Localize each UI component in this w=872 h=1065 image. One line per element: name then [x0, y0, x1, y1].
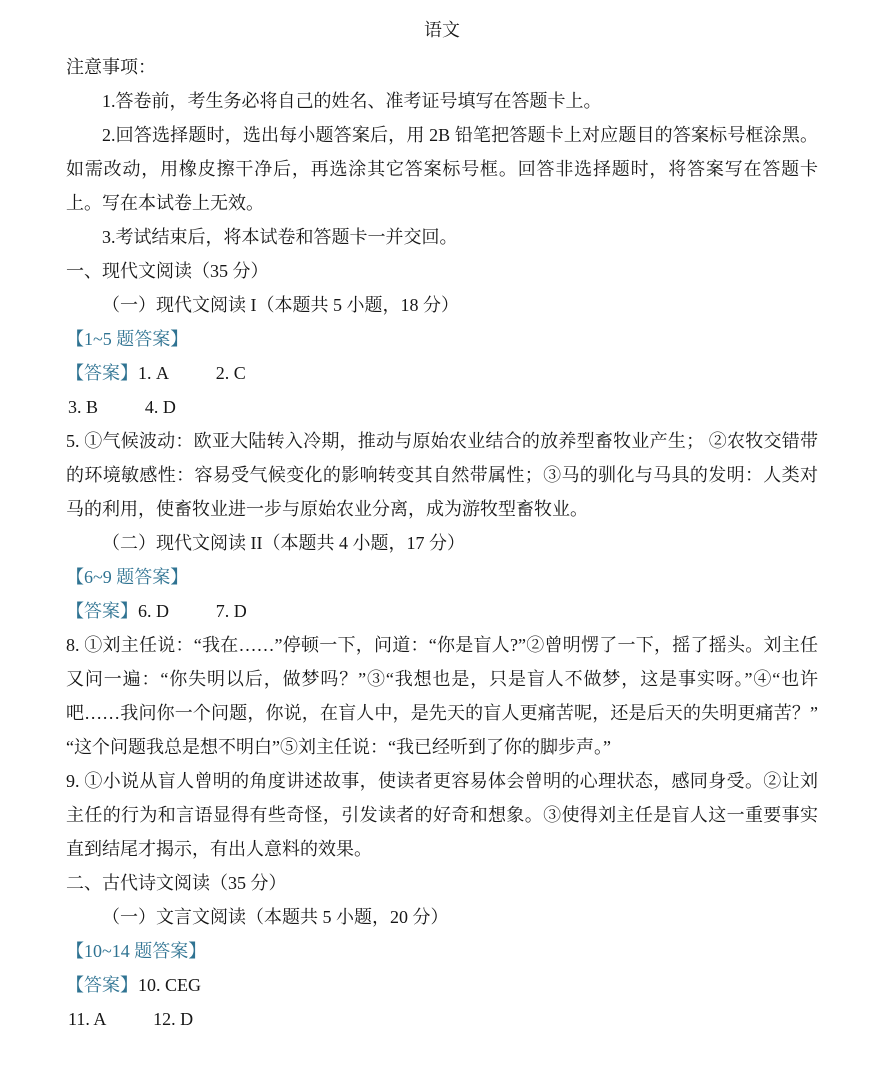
subsection-heading-modern-reading-2: （二）现代文阅读 II（本题共 4 小题，17 分）: [102, 533, 465, 553]
choice-answer-q11: 11. A: [68, 1009, 107, 1029]
answer-range-label-10-14: 【10~14 题答案】: [66, 941, 207, 961]
subsection-heading-modern-reading-1: （一）现代文阅读 I（本题共 5 小题，18 分）: [102, 295, 459, 315]
notice-heading: 注意事项：: [66, 57, 156, 77]
choice-answer-q7: 7. D: [215, 601, 247, 621]
answer-paragraph-q5: 5. ①气候波动：欧亚大陆转入冷期，推动与原始农业结合的放养型畜牧业产生； ②农牧交错带的环境敏感性：容易受气候变化的影响转变其自然带属性；③马的驯化与马具的发明：人类对马的利用，使畜牧业进一步与原始农业分离，成为游牧型畜牧业。: [66, 431, 818, 519]
answer-paragraph-q8: 8. ①刘主任说：“我在……”停顿一下，问道：“你是盲人?”②曾明愣了一下，摇了摇头。刘主任又问一遍：“你失明以后，做梦吗？”③“我想也是，只是盲人不做梦，这是事实呀。”④“也许吧……我问你一个问题，你说，在盲人中，是先天的盲人更痛苦呢，还是后天的失明更痛苦？”“这个问题我总是想不明白”⑤刘主任说：“我已经听到了你的脚步声。”: [66, 635, 818, 757]
page-title: 语文: [424, 20, 460, 40]
section-heading-ancient-reading: 二、古代诗文阅读（35 分）: [66, 873, 287, 893]
choice-answer-q3: 3. B: [68, 397, 99, 417]
notice-item-3: 3.考试结束后，将本试卷和答题卡一并交回。: [102, 227, 458, 247]
answer-prefix: 【答案】: [66, 601, 138, 621]
choice-answer-q2: 2. C: [215, 363, 246, 383]
answer-q10: 10. CEG: [138, 975, 201, 995]
notice-item-2: 2.回答选择题时，选出每小题答案后，用 2B 铅笔把答题卡上对应题目的答案标号框涂黑。如需改动，用橡皮擦干净后，再选涂其它答案标号框。回答非选择题时，将答案写在答题卡上。写在本试卷上无效。: [66, 125, 818, 213]
subsection-heading-classical-chinese: （一）文言文阅读（本题共 5 小题，20 分）: [102, 907, 449, 927]
answer-range-label-1-5: 【1~5 题答案】: [66, 329, 189, 349]
answer-line-q3-q4: [66, 390, 818, 424]
answer-prefix: 【答案】: [66, 975, 138, 995]
choice-answer-q12: 12. D: [153, 1009, 194, 1029]
section-heading-modern-reading: 一、现代文阅读（35 分）: [66, 261, 269, 281]
answer-line-q10: [66, 968, 818, 1002]
answer-line-q11-q12: [66, 1002, 818, 1036]
notice-item-1: 1.答卷前，考生务必将自己的姓名、准考证号填写在答题卡上。: [102, 91, 602, 111]
answer-prefix: 【答案】: [66, 363, 138, 383]
choice-answer-q1: 1. A: [138, 363, 169, 383]
choice-answer-q4: 4. D: [144, 397, 176, 417]
choice-answer-q6: 6. D: [138, 601, 169, 621]
answer-line-q1-q2: [66, 356, 818, 390]
answer-paragraph-q9: 9. ①小说从盲人曾明的角度讲述故事，使读者更容易体会曾明的心理状态，感同身受。②让刘主任的行为和言语显得有些奇怪，引发读者的好奇和想象。③使得刘主任是盲人这一重要事实直到结尾才揭示，有出人意料的效果。: [66, 771, 818, 859]
answer-line-q6-q7: [66, 594, 818, 628]
answer-range-label-6-9: 【6~9 题答案】: [66, 567, 189, 587]
